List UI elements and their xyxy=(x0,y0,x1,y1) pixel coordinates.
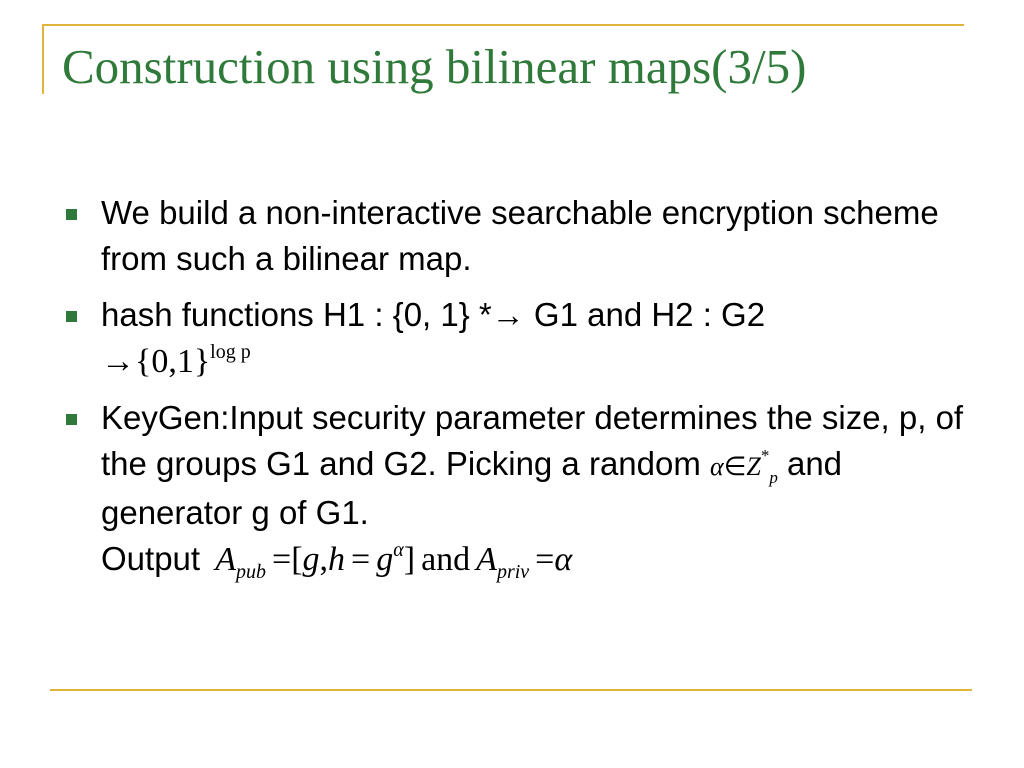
equals-sign: = xyxy=(535,541,555,578)
z-superscript: * xyxy=(760,446,770,465)
a-pub-symbol: A xyxy=(215,541,237,578)
alpha-in-zp-formula xyxy=(710,446,778,487)
arrow-symbol: → xyxy=(101,343,135,380)
priv-subscript: priv xyxy=(496,561,530,583)
h-symbol: h xyxy=(328,541,346,578)
equals-sign: = xyxy=(272,541,292,578)
bullet-text-3a: KeyGen:Input security parameter determines the size, p, of the groups G1 and G2. Picking a random xyxy=(101,399,964,482)
g-symbol: g xyxy=(302,541,320,578)
a-priv-symbol: A xyxy=(476,541,497,578)
top-rule xyxy=(42,24,964,26)
bullet-item-2 xyxy=(60,292,980,385)
log-p-exponent: log p xyxy=(210,341,251,363)
and-word: and xyxy=(421,541,471,578)
bullet-text-3b: and generator g of G1. xyxy=(101,445,843,531)
alpha-symbol: α xyxy=(710,452,724,481)
element-of-symbol: ∈ xyxy=(723,452,747,481)
equals-sign: = xyxy=(351,541,371,578)
bottom-rule xyxy=(50,689,972,691)
alpha-symbol: α xyxy=(554,541,573,578)
bullet-text-1: We build a non-interactive searchable encryption scheme from such a bilinear map. xyxy=(101,194,939,277)
output-range-formula xyxy=(101,343,251,380)
bullet-text-2: hash functions H1 : {0, 1} *→ G1 and H2 : G2 xyxy=(101,296,766,333)
square-bullet-icon xyxy=(66,414,77,425)
bullet-item-1 xyxy=(60,190,980,282)
binary-set: {0,1} xyxy=(135,343,211,380)
right-bracket: ] xyxy=(403,541,416,578)
square-bullet-icon xyxy=(66,209,77,220)
key-output-formula xyxy=(215,539,573,583)
square-bullet-icon xyxy=(66,311,77,322)
z-symbol: Z xyxy=(746,452,761,481)
alpha-exponent: α xyxy=(393,539,404,561)
slide-title: Construction using bilinear maps(3/5) xyxy=(62,39,807,94)
output-label: Output xyxy=(101,540,201,577)
comma: , xyxy=(319,541,329,578)
left-rule xyxy=(42,24,44,94)
g-symbol: g xyxy=(376,541,394,578)
bullet-list xyxy=(60,190,980,593)
pub-subscript: pub xyxy=(236,561,267,583)
z-subscript: p xyxy=(769,468,778,487)
left-bracket: [ xyxy=(291,541,303,578)
bullet-item-3 xyxy=(60,395,980,583)
